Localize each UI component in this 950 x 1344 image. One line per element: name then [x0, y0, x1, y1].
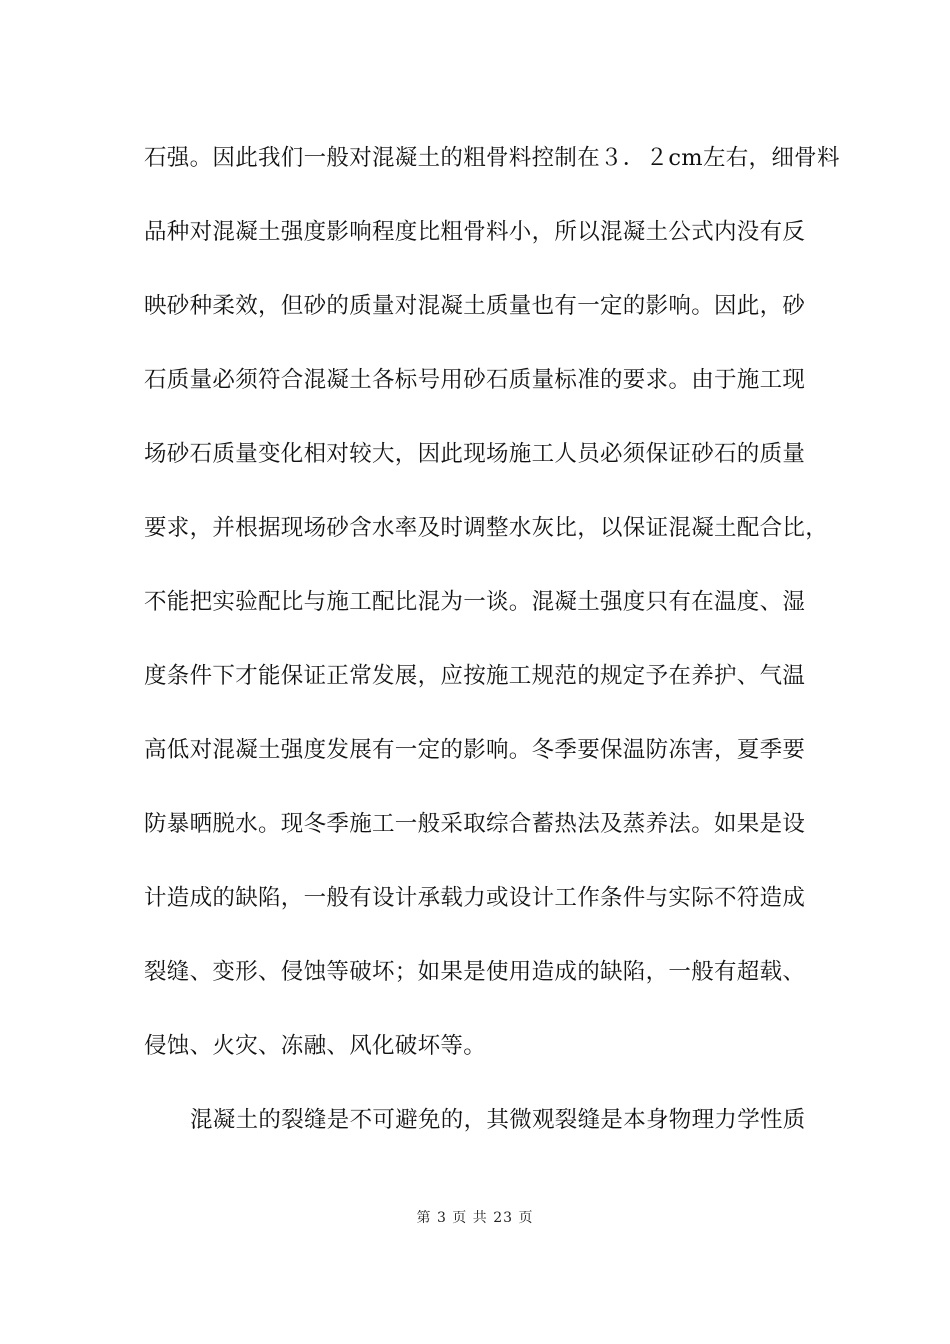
- text-line-13: 侵蚀、火灾、冻融、风化破坏等。: [144, 1033, 487, 1059]
- text-line-10: 防暴晒脱水。现冬季施工一般采取综合蓄热法及蒸养法。如果是设: [144, 811, 806, 837]
- text-line-2: 品种对混凝土强度影响程度比粗骨料小，所以混凝土公式内没有反: [144, 219, 806, 245]
- text-line-8: 度条件下才能保证正常发展，应按施工规范的规定予在养护、气温: [144, 663, 806, 689]
- text-line-4: 石质量必须符合混凝土各标号用砂石质量标准的要求。由于施工现: [144, 367, 806, 393]
- text-line-9: 高低对混凝土强度发展有一定的影响。冬季要保温防冻害，夏季要: [144, 737, 806, 763]
- text-line-14-paragraph-start: 混凝土的裂缝是不可避免的，其微观裂缝是本身物理力学性质: [190, 1107, 806, 1133]
- text-line-3: 映砂种柔效，但砂的质量对混凝土质量也有一定的影响。因此，砂: [144, 293, 806, 319]
- text-line-1: 石强。因此我们一般对混凝土的粗骨料控制在３．２cm左右，细骨料: [144, 145, 840, 171]
- text-line-11: 计造成的缺陷，一般有设计承载力或设计工作条件与实际不符造成: [144, 885, 806, 911]
- text-line-12: 裂缝、变形、侵蚀等破坏；如果是使用造成的缺陷，一般有超载、: [144, 959, 806, 985]
- text-line-5: 场砂石质量变化相对较大，因此现场施工人员必须保证砂石的质量: [144, 441, 806, 467]
- page-number-footer: 第 3 页 共 23 页: [416, 1210, 534, 1226]
- body-text: [144, 132, 840, 1168]
- text-line-6: 要求，并根据现场砂含水率及时调整水灰比，以保证混凝土配合比，: [144, 515, 829, 541]
- text-line-7: 不能把实验配比与施工配比混为一谈。混凝土强度只有在温度、湿: [144, 589, 806, 615]
